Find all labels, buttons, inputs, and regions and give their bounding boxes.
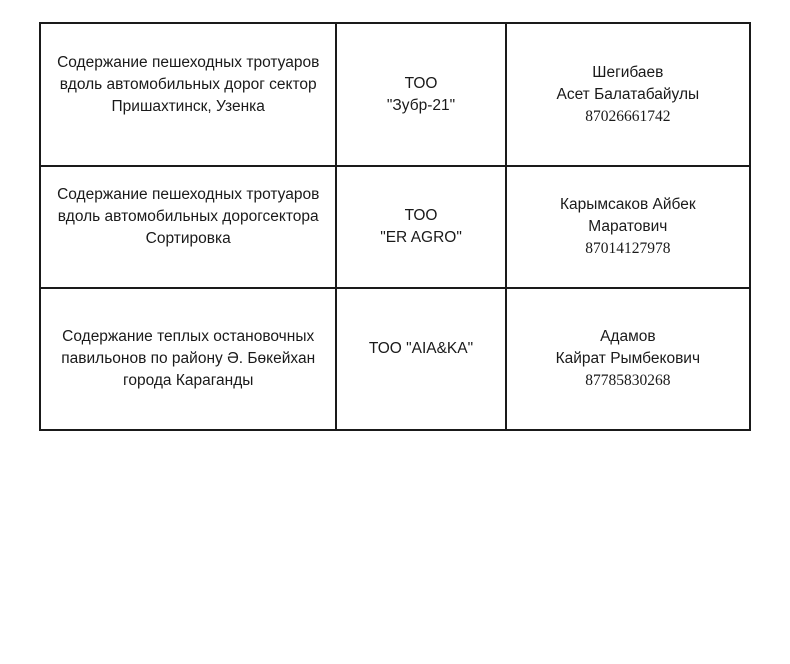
contractors-table bbox=[39, 22, 751, 431]
contact-phone: 87026661742 bbox=[585, 107, 671, 125]
table-row bbox=[40, 23, 750, 166]
contact-surname: Адамов bbox=[600, 328, 656, 345]
contact-cell bbox=[506, 166, 750, 288]
organization-cell bbox=[336, 23, 505, 166]
contact-surname: Шегибаев bbox=[592, 63, 664, 81]
work-description-cell bbox=[40, 288, 336, 430]
organization-type: ТОО bbox=[404, 74, 438, 92]
work-description-cell bbox=[40, 23, 336, 166]
work-description: Содержание пешеходных тротуаров вдоль автомобильных дорогсектора Сортировка bbox=[57, 186, 320, 247]
contact-surname: Карымсаков Айбек bbox=[559, 196, 696, 213]
organization-name: "ER AGRO" bbox=[380, 229, 462, 246]
organization-name: "Зубр-21" bbox=[386, 96, 456, 114]
contact-phone: 87014127978 bbox=[585, 240, 671, 257]
contact-given-name: Асет Балатабайулы bbox=[556, 85, 700, 103]
contact-cell bbox=[506, 288, 750, 430]
organization-cell bbox=[336, 288, 505, 430]
table-row bbox=[40, 166, 750, 288]
work-description-cell bbox=[40, 166, 336, 288]
table-row bbox=[40, 288, 750, 430]
contact-cell bbox=[506, 23, 750, 166]
organization-type: ТОО bbox=[404, 207, 438, 224]
work-description: Содержание теплых остановочных павильонов по району Ә. Бөкейхан города Караганды bbox=[61, 328, 316, 389]
contact-phone: 87785830268 bbox=[585, 372, 671, 389]
organization-cell bbox=[336, 166, 505, 288]
work-description: Содержание пешеходных тротуаров вдоль автомобильных дорог сектор Пришахтинск, Узенка bbox=[57, 53, 320, 115]
contact-given-name: Кайрат Рымбекович bbox=[555, 350, 701, 367]
contact-given-name: Маратович bbox=[588, 218, 668, 235]
organization-name: ТОО "AIA&KA" bbox=[368, 340, 474, 357]
